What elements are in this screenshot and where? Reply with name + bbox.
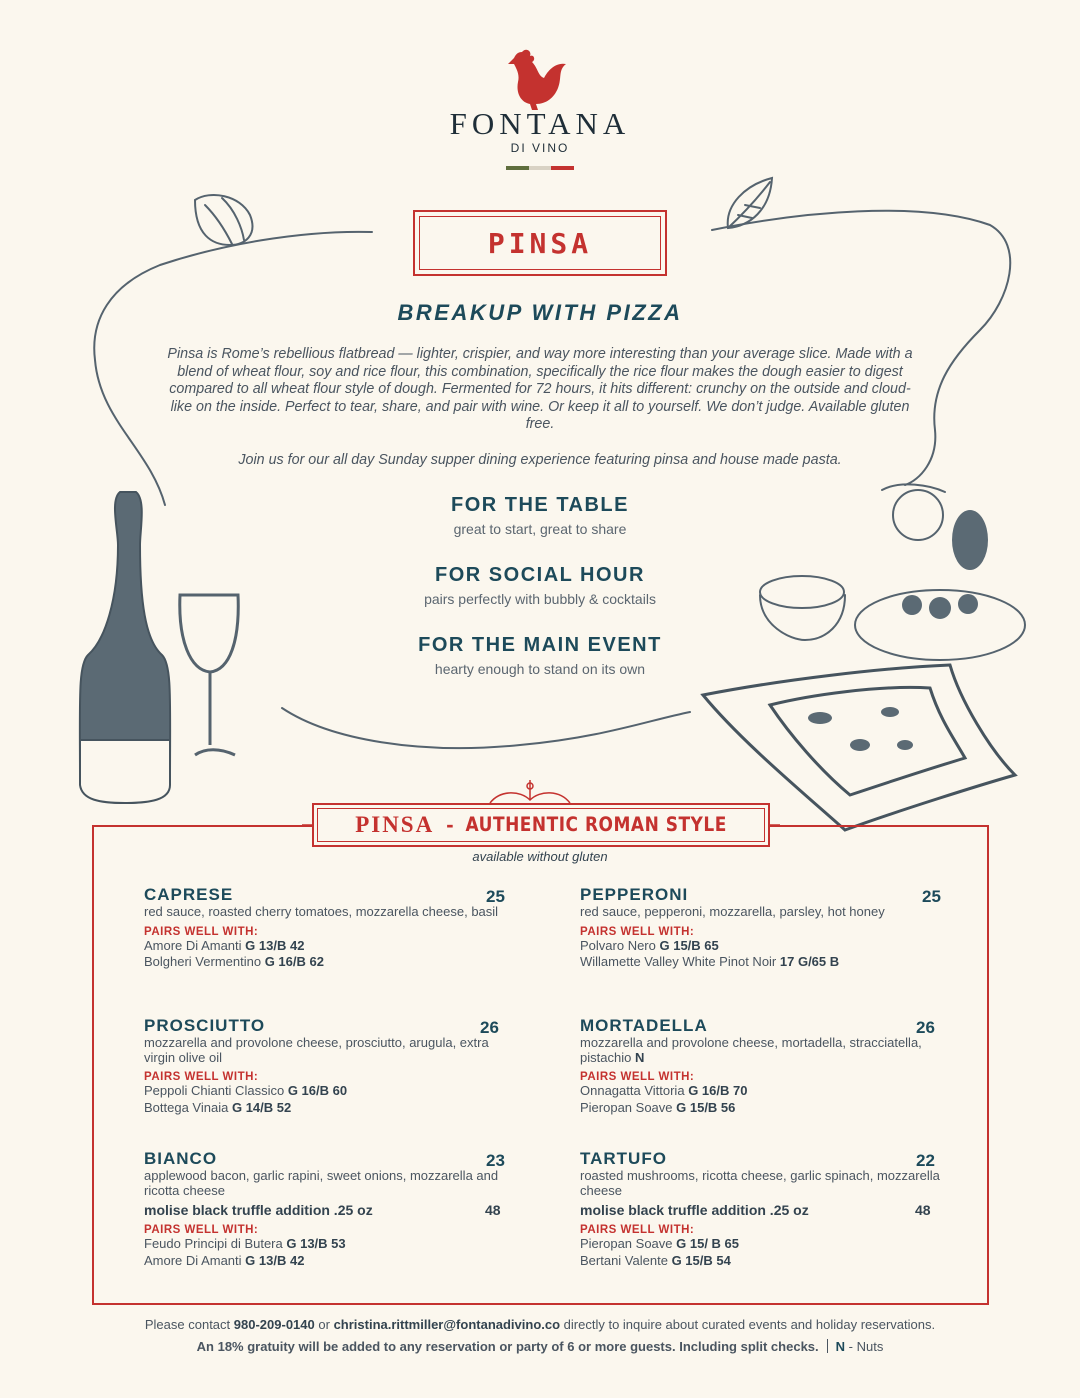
menu-item-prosciutto <box>144 1017 504 1116</box>
wine-name: Bottega Vinaia <box>144 1099 229 1115</box>
contact-line <box>0 1317 1080 1332</box>
menu-item-caprese <box>144 886 504 971</box>
menu-label-style: AUTHENTIC ROMAN STYLE <box>465 813 727 837</box>
contact-or: or <box>318 1317 330 1332</box>
wine-price: G 13/B 42 <box>245 937 305 953</box>
wine-name: Pieropan Soave <box>580 1236 673 1251</box>
pairs-well-label: PAIRS WELL WITH: <box>144 1071 259 1083</box>
contact-suffix: directly to inquire about curated events and holiday reservations. <box>563 1317 936 1332</box>
nuts-key: N <box>835 1339 846 1354</box>
page-title: PINSA <box>419 216 661 270</box>
menu-label <box>317 808 765 842</box>
item-description <box>580 1169 940 1198</box>
item-price: 23 <box>486 1151 505 1170</box>
item-price: 26 <box>480 1018 499 1037</box>
section-heading-main: FOR THE MAIN EVENT <box>418 634 662 656</box>
wine-pairing <box>144 938 504 955</box>
contact-prefix: Please contact <box>144 1317 231 1332</box>
wine-name: Amore Di Amanti <box>144 937 242 953</box>
wine-price: G 13/B 42 <box>245 1252 305 1268</box>
item-description <box>144 1036 504 1065</box>
item-description <box>144 905 504 920</box>
item-description-text: roasted mushrooms, ricotta cheese, garlic spinach, mozzarella cheese <box>580 1168 940 1198</box>
brand-name: FONTANA <box>449 106 631 141</box>
item-price: 26 <box>916 1018 935 1037</box>
menu-item-mortadella <box>580 1017 940 1116</box>
addon-price: 48 <box>915 1202 931 1218</box>
item-description <box>580 1036 940 1065</box>
item-name: BIANCO <box>144 1149 218 1168</box>
sunday-supper-note: Join us for our all day Sunday supper dining experience featuring pinsa and house made pasta. <box>238 452 842 468</box>
rooster-logo-icon <box>508 48 568 110</box>
wine-pairing <box>580 1100 940 1117</box>
wine-pairing <box>144 1100 504 1117</box>
menu-item-pepperoni <box>580 886 940 971</box>
page-title-box <box>413 210 667 276</box>
wine-price: G 15/ B 65 <box>676 1236 740 1251</box>
nut-marker: N <box>634 1049 645 1065</box>
pairs-well-label: PAIRS WELL WITH: <box>144 1224 259 1236</box>
wine-pairing <box>144 1236 504 1253</box>
nuts-label: - Nuts <box>848 1339 884 1354</box>
wine-price: G 13/B 53 <box>286 1236 346 1251</box>
pairs-well-label: PAIRS WELL WITH: <box>580 925 695 938</box>
item-description <box>144 1169 504 1198</box>
contact-email[interactable]: christina.rittmiller@fontanadivino.co <box>333 1317 561 1332</box>
flag-stripe-green <box>506 166 529 170</box>
italian-flag-stripe <box>506 166 574 170</box>
wine-price: 17 G/65 B <box>779 954 840 969</box>
wine-pairing <box>580 938 940 955</box>
wine-price: G 14/B 52 <box>231 1099 292 1115</box>
gluten-free-note: available without gluten <box>472 849 608 864</box>
menu-label-dash: - <box>446 812 454 837</box>
wine-name: Pieropan Soave <box>580 1099 673 1115</box>
tagline: BREAKUP WITH PIZZA <box>397 300 683 325</box>
addon-price: 48 <box>485 1202 501 1218</box>
item-price: 22 <box>916 1151 935 1170</box>
pairs-well-label: PAIRS WELL WITH: <box>580 1224 695 1236</box>
menu-label-pinsa: PINSA <box>355 812 435 837</box>
wine-name: Bolgheri Vermentino <box>144 954 262 969</box>
item-name: PROSCIUTTO <box>144 1016 266 1035</box>
item-name: PEPPERONI <box>580 885 689 904</box>
section-sub-main: hearty enough to stand on its own <box>434 661 646 677</box>
pairs-well-label: PAIRS WELL WITH: <box>144 925 259 938</box>
wine-pairing <box>580 1083 940 1100</box>
item-name: TARTUFO <box>580 1149 667 1168</box>
item-description <box>580 905 940 920</box>
gratuity-line <box>0 1339 1080 1354</box>
item-description-text: mozzarella and provolone cheese, prosciutto, arugula, extra virgin olive oil <box>144 1035 489 1065</box>
section-sub-social: pairs perfectly with bubbly & cocktails <box>424 591 656 607</box>
item-description-text: mozzarella and provolone cheese, mortadella, stracciatella, pistachio <box>580 1035 922 1065</box>
wine-pairing <box>580 954 940 971</box>
wine-pairing <box>580 1253 940 1270</box>
item-description-text: applewood bacon, garlic rapini, sweet onions, mozzarella and ricotta cheese <box>144 1168 499 1198</box>
wine-name: Bertani Valente <box>580 1252 668 1268</box>
wine-name: Peppoli Chianti Classico <box>144 1083 285 1098</box>
section-heading-table: FOR THE TABLE <box>450 494 629 516</box>
wine-name: Polvaro Nero <box>580 937 656 953</box>
menu-item-bianco <box>144 1150 504 1269</box>
wine-pairing <box>144 954 504 971</box>
flag-stripe-white <box>529 166 552 170</box>
wine-price: G 16/B 70 <box>688 1083 748 1098</box>
contact-phone[interactable]: 980-209-0140 <box>233 1317 315 1332</box>
gratuity-note: An 18% gratuity will be added to any reservation or party of 6 or more guests. Including split checks. <box>196 1339 819 1354</box>
wine-price: G 15/B 54 <box>671 1252 731 1268</box>
section-heading-social: FOR SOCIAL HOUR <box>435 564 645 586</box>
wine-name: Amore Di Amanti <box>144 1252 242 1268</box>
wine-name: Onnagatta Vittoria <box>580 1083 685 1098</box>
intro-paragraph: Pinsa is Rome’s rebellious flatbread — lighter, crispier, and way more interesting than your average slice. Made with a blend of wheat flour, soy and rice flour, this combination, specifically the rice flour makes the dough easier to digest compared to all wheat flour style of dough. Fermented for 72 hours, it hits different: crunchy on the outside and cloud-like on the inside. Perfect to tear, share, and pair with wine. Or keep it all to yourself. We don’t judge. Available gluten free. <box>167 346 913 432</box>
item-price: 25 <box>486 887 505 906</box>
wine-price: G 16/B 60 <box>287 1083 348 1098</box>
section-sub-table: great to start, great to share <box>453 521 627 537</box>
menu-label-box <box>312 803 770 847</box>
item-name: MORTADELLA <box>580 1016 708 1035</box>
item-addon: molise black truffle addition .25 oz <box>144 1202 373 1218</box>
brand-subtitle: DI VINO <box>510 141 570 155</box>
item-description-text: red sauce, pepperoni, mozzarella, parsley, hot honey <box>580 904 885 919</box>
wine-price: G 15/B 65 <box>659 937 719 953</box>
menu-item-tartufo <box>580 1150 940 1269</box>
wine-pairing <box>580 1236 940 1253</box>
footer-divider <box>827 1339 828 1353</box>
wine-pairing <box>144 1083 504 1100</box>
item-addon: molise black truffle addition .25 oz <box>580 1202 809 1218</box>
wine-price: G 16/B 62 <box>264 954 324 969</box>
wine-name: Willamette Valley White Pinot Noir <box>580 954 777 969</box>
pairs-well-label: PAIRS WELL WITH: <box>580 1071 695 1083</box>
wine-pairing <box>144 1253 504 1270</box>
item-description-text: red sauce, roasted cherry tomatoes, mozzarella cheese, basil <box>144 904 499 919</box>
item-price: 25 <box>922 887 941 906</box>
item-name: CAPRESE <box>144 885 234 904</box>
wine-name: Feudo Principi di Butera <box>144 1236 283 1251</box>
wine-price: G 15/B 56 <box>676 1099 736 1115</box>
flag-stripe-red <box>551 166 574 170</box>
